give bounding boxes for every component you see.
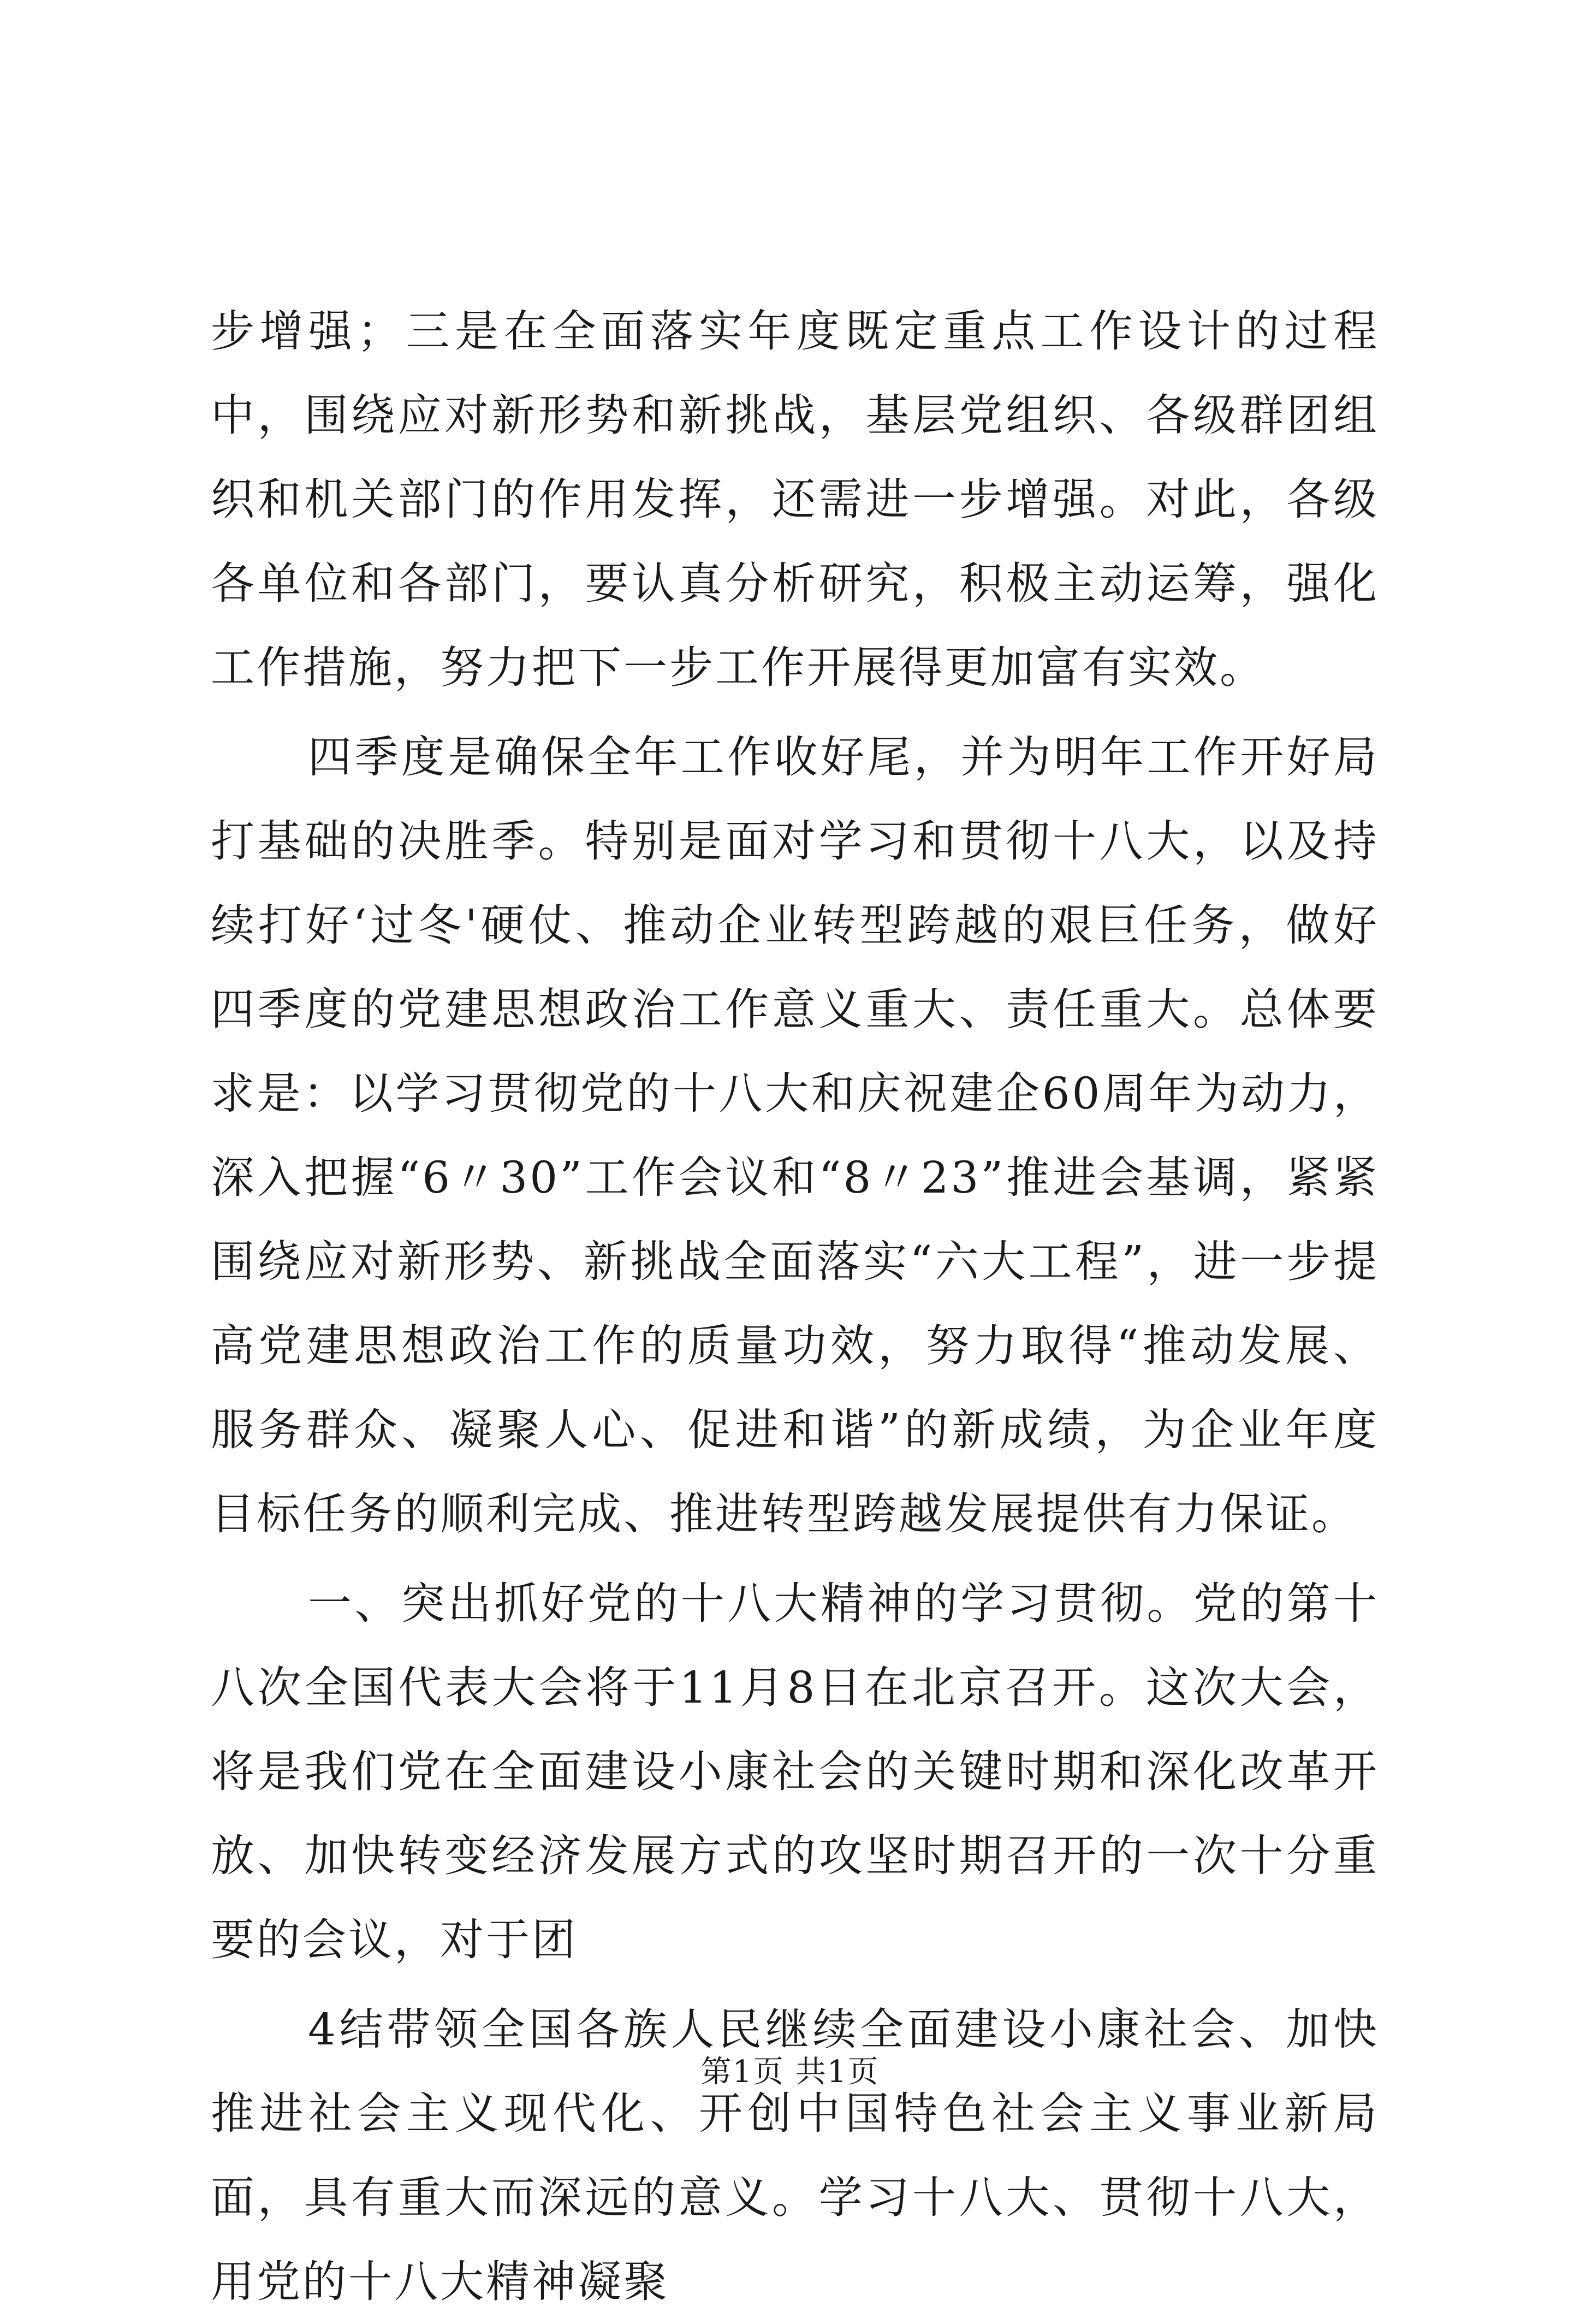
paragraph-2: 四季度是确保全年工作收好尾，并为明年工作开好局打基础的决胜季。特别是面对学习和贯彻十八大，以及持续打好‘过冬'硬仗、推动企业转型跨越的艰巨任务，做好四季度的党建思想政治工作意义重大、责任重大。总体要求是：以学习贯彻党的十八大和庆祝建企60周年为动力，深入把握“6〃30”工作会议和“8〃23”推进会基调，紧紧围绕应对新形势、新挑战全面落实“六大工程”，进一步提高党建思想政治工作的质量功效，努力取得“推动发展、服务群众、凝聚人心、促进和谐”的新成绩，为企业年度目标任务的顺利完成、推进转型跨越发展提供有力保证。	[211, 732, 1379, 1539]
page-footer: 第1页 共1页	[700, 2054, 880, 2090]
document-body	[211, 289, 1379, 2324]
paragraph-1: 步增强；三是在全面落实年度既定重点工作设计的过程中，围绕应对新形势和新挑战，基层党组织、各级群团组织和机关部门的作用发挥，还需进一步增强。对此，各级各单位和各部门，要认真分析研究，积极主动运筹，强化工作措施，努力把下一步工作开展得更加富有实效。	[211, 306, 1379, 693]
paragraph-4: 4结带领全国各族人民继续全面建设小康社会、加快推进社会主义现代化、开创中国特色社会主义事业新局面，具有重大而深远的意义。学习十八大、贯彻十八大，用党的十八大精神凝聚	[211, 2004, 1379, 2307]
paragraph-3: 一、突出抓好党的十八大精神的学习贯彻。党的第十八次全国代表大会将于11月8日在北京召开。这次大会，将是我们党在全面建设小康社会的关键时期和深化改革开放、加快转变经济发展方式的攻坚时期召开的一次十分重要的会议，对于团	[211, 1578, 1379, 1965]
